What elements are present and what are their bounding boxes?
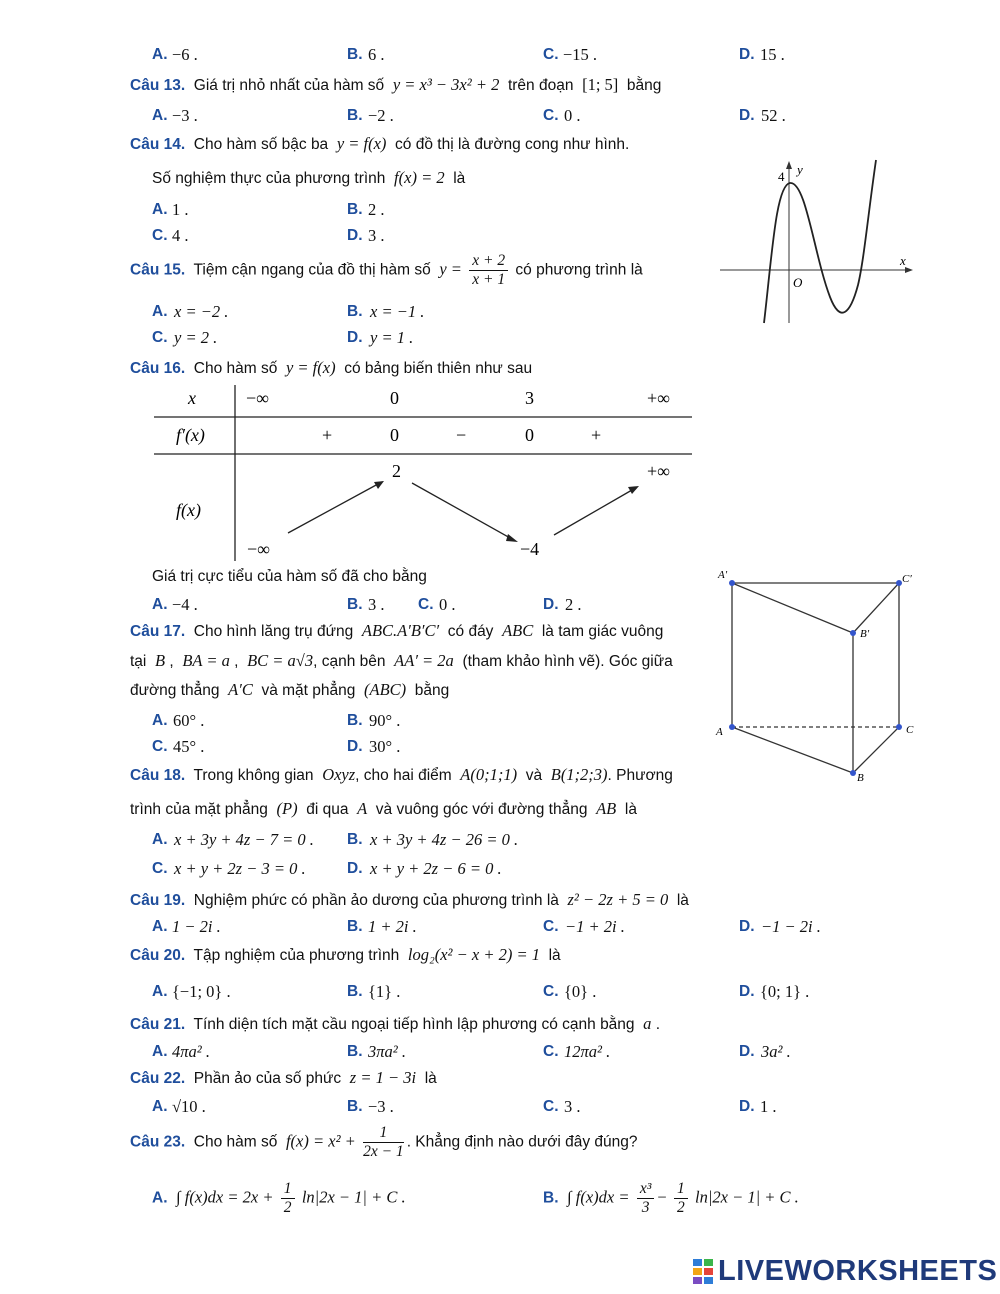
q15-option-a-label[interactable]: A. — [152, 303, 168, 320]
q14-stem — [130, 134, 629, 154]
q22-option-a-value: √10 . — [172, 1097, 206, 1116]
q23-option-b-den2: 2 — [676, 1199, 685, 1216]
q18-stem-line2 — [130, 799, 637, 819]
q15-text: Tiệm cận ngang của đồ thị hàm số — [193, 261, 431, 279]
q21-option-a-label[interactable]: A. — [152, 1043, 168, 1060]
q17-option-b-label[interactable]: B. — [347, 712, 363, 729]
q13-option-b-label[interactable]: B. — [347, 107, 363, 124]
arrow-up-2 — [554, 490, 632, 535]
q13-text2: trên đoạn — [507, 77, 574, 94]
q16-text2: có bảng biến thiên như sau — [344, 360, 533, 377]
q19-option-a-label[interactable]: A. — [152, 918, 168, 935]
q22-option-d-value: 1 . — [760, 1097, 777, 1116]
q20-option-a-value: {−1; 0} . — [172, 982, 231, 1001]
q17-l3c: bằng — [414, 682, 450, 699]
q17-l2e: (tham khảo hình vẽ). Góc giữa — [462, 653, 673, 670]
q17-comma2: , — [234, 653, 239, 670]
q14-cubic-graph — [718, 155, 918, 330]
q16-option-a-value: −4 . — [172, 595, 198, 614]
label-a: A — [716, 726, 723, 738]
table-x-header: x — [188, 388, 196, 408]
q16-option-c-value: 0 . — [439, 595, 456, 614]
q18-label: Câu 18. — [130, 767, 186, 784]
q14-label: Câu 14. — [130, 136, 186, 153]
q17-l3a: đường thẳng — [130, 682, 220, 699]
q16-text: Cho hàm số — [193, 360, 278, 377]
q14-option-a-label[interactable]: A. — [152, 201, 168, 218]
q23-option-b-label[interactable]: B. — [543, 1189, 559, 1207]
q21-period: . — [655, 1016, 661, 1033]
q22-option-b-value: −3 . — [368, 1097, 394, 1116]
sign-zero-1: 0 — [390, 425, 399, 445]
q16-question: Giá trị cực tiểu của hàm số đã cho bằng — [152, 568, 427, 585]
q19-option-b-value: 1 + 2i . — [368, 917, 417, 936]
q15-numerator: x + 2 — [469, 252, 508, 271]
q19-option-d-label[interactable]: D. — [739, 918, 755, 935]
q17-stem-line3 — [130, 680, 449, 700]
q23-option-a-label[interactable]: A. — [152, 1189, 168, 1207]
q14-option-d-value: 3 . — [368, 226, 385, 245]
q13-label: Câu 13. — [130, 77, 186, 94]
q17-l3b: và mặt phẳng — [261, 682, 356, 699]
q14-text3: là — [453, 170, 466, 187]
q17-option-c-label[interactable]: C. — [152, 738, 168, 755]
q18-text2: , cho hai điểm — [355, 767, 452, 784]
q12-option-b-value: 6 . — [368, 45, 385, 64]
q12-option-a-label[interactable]: A. — [152, 46, 168, 63]
q13-option-a-label[interactable]: A. — [152, 107, 168, 124]
q20-option-d-value: {0; 1} . — [760, 982, 810, 1001]
q17-plane: (ABC) — [364, 680, 407, 699]
q20-text: Tập nghiệm của phương trình — [193, 947, 400, 964]
q21-text: Tính diện tích mặt cầu ngoại tiếp hình lập phương có cạnh bằng — [193, 1016, 635, 1033]
q23-option-a-num: 1 — [281, 1180, 295, 1199]
q14-function: y = f(x) — [336, 134, 387, 153]
q14-option-d-label[interactable]: D. — [347, 227, 363, 244]
q23-option-b-lhs: ∫ f(x)dx = — [567, 1187, 630, 1207]
f-value-min: −4 — [520, 539, 540, 559]
variation-table — [150, 383, 700, 565]
q17-aa: AA′ = 2a — [394, 651, 454, 670]
q22-option-d-label[interactable]: D. — [739, 1098, 755, 1115]
q13-option-d-value: 52 . — [761, 106, 786, 125]
q17-label: Câu 17. — [130, 623, 186, 640]
q23-option-b-rhs: ln|2x − 1| + C . — [695, 1187, 799, 1207]
q23-denominator: 2x − 1 — [363, 1143, 404, 1160]
q18-option-b-label[interactable]: B. — [347, 831, 363, 848]
q22-stem — [130, 1068, 437, 1088]
q23-stem — [130, 1124, 638, 1161]
q23-option-a-den: 2 — [283, 1199, 292, 1216]
q21-option-c-value: 12πa² . — [564, 1042, 611, 1061]
q23-option-b-num1: x³ — [637, 1180, 655, 1199]
q23-option-b-den1: 3 — [641, 1199, 650, 1216]
q13-option-a-value: −3 . — [172, 106, 198, 125]
q18-l2d: là — [624, 801, 637, 818]
q21-option-d-label[interactable]: D. — [739, 1043, 755, 1060]
vertex-b1 — [850, 630, 856, 636]
q21-option-c-label[interactable]: C. — [543, 1043, 559, 1060]
q18-text: Trong không gian — [193, 767, 314, 784]
q14-option-c-value: 4 . — [172, 226, 189, 245]
label-c: C — [906, 724, 914, 736]
q17-line-ac: A′C — [228, 680, 253, 699]
q15-option-d-value: y = 1 . — [370, 328, 414, 347]
q17-text3: là tam giác vuông — [541, 623, 664, 640]
q17-option-c-value: 45° . — [173, 737, 205, 756]
q18-stem-line1 — [130, 765, 673, 785]
q20-stem — [130, 945, 561, 965]
vertex-a — [729, 724, 735, 730]
label-a1: A′ — [718, 569, 728, 581]
q18-point-b: B(1;2;3) — [550, 765, 608, 784]
q17-stem-line1 — [130, 621, 663, 641]
q23-option-b[interactable] — [543, 1180, 799, 1217]
f-value-max: 2 — [392, 461, 401, 481]
q23-text: Cho hàm số — [193, 1133, 278, 1151]
q18-option-c-label[interactable]: C. — [152, 860, 168, 877]
q23-option-a-rhs: ln|2x − 1| + C . — [301, 1187, 406, 1207]
q13-function: y = x³ − 3x² + 2 — [392, 75, 500, 94]
q18-option-d-value: x + y + 2z − 6 = 0 . — [370, 859, 502, 878]
x-value-0: 0 — [390, 388, 399, 408]
q17-text2: có đáy — [447, 623, 494, 640]
q17-text: Cho hình lăng trụ đứng — [193, 623, 354, 640]
q18-option-d-label[interactable]: D. — [347, 860, 363, 877]
q22-text: Phần ảo của số phức — [193, 1070, 342, 1087]
q16-stem — [130, 358, 532, 378]
q17-bc: BC = a√3 — [247, 651, 314, 670]
q12-option-d-value: 15 . — [760, 45, 785, 64]
q17-l2d: , cạnh bên — [313, 653, 386, 670]
q15-option-c-value: y = 2 . — [174, 328, 218, 347]
q20-text2: là — [548, 947, 561, 964]
q15-option-d-label[interactable]: D. — [347, 329, 363, 346]
q23-option-a-fraction — [281, 1180, 295, 1217]
q18-apt: A — [357, 799, 368, 818]
q15-option-b-label[interactable]: B. — [347, 303, 363, 320]
vertex-a1 — [729, 580, 735, 586]
q19-option-c-value: −1 + 2i . — [565, 917, 625, 936]
q18-l2b: đi qua — [306, 801, 349, 818]
q19-option-c-label[interactable]: C. — [543, 918, 559, 935]
q23-option-a[interactable] — [152, 1180, 406, 1217]
q18-option-a-value: x + 3y + 4z − 7 = 0 . — [174, 830, 314, 849]
q16-option-b-label[interactable]: B. — [347, 596, 363, 613]
q16-option-a-label[interactable]: A. — [152, 596, 168, 613]
q20-option-b-label[interactable]: B. — [347, 983, 363, 1000]
q23-text2: . Khẳng định nào dưới đây đúng? — [406, 1133, 638, 1151]
q22-number: z = 1 − 3i — [349, 1068, 417, 1087]
q21-option-b-label[interactable]: B. — [347, 1043, 363, 1060]
q17-ba: BA = a — [182, 651, 230, 670]
q18-text3: và — [525, 767, 543, 784]
q22-option-c-value: 3 . — [564, 1097, 581, 1116]
q15-stem — [130, 252, 643, 289]
q14-option-a-value: 1 . — [172, 200, 189, 219]
q17-prism: ABC.A′B′C′ — [361, 621, 440, 640]
q23-fraction — [363, 1124, 404, 1161]
q15-denominator: x + 1 — [472, 271, 506, 288]
origin-label: O — [793, 275, 803, 290]
q14-equation: f(x) = 2 — [394, 168, 445, 187]
q20-option-d-label[interactable]: D. — [739, 983, 755, 1000]
q13-stem — [130, 75, 661, 95]
q18-text4: . Phương — [607, 767, 673, 784]
sign-zero-2: 0 — [525, 425, 534, 445]
sign-plus-2: + — [591, 425, 602, 445]
q18-line-ab: AB — [596, 799, 617, 818]
q14-line2: Số nghiệm thực của phương trình — [152, 170, 386, 187]
q20-label: Câu 20. — [130, 947, 186, 964]
q18-option-a-label[interactable]: A. — [152, 831, 168, 848]
q13-option-d-label[interactable]: D. — [739, 107, 755, 124]
q20-option-c-value: {0} . — [564, 982, 597, 1001]
q18-l2c: và vuông góc với đường thẳng — [375, 801, 588, 818]
q21-edge: a — [643, 1014, 652, 1033]
q15-text2: có phương trình là — [515, 261, 643, 279]
logo-text: LIVEWORKSHEETS — [718, 1254, 998, 1287]
q14-text2: có đồ thị là đường cong như hình. — [395, 136, 630, 153]
x-axis-label: x — [900, 253, 906, 268]
q21-stem — [130, 1014, 660, 1034]
q21-option-a-value: 4πa² . — [172, 1042, 210, 1061]
f-value-neg-inf: −∞ — [247, 539, 270, 559]
x-value-3: 3 — [525, 388, 534, 408]
q21-option-b-value: 3πa² . — [368, 1042, 406, 1061]
q20-option-a-label[interactable]: A. — [152, 983, 168, 1000]
q18-space: Oxyz — [322, 765, 356, 784]
q19-option-b-label[interactable]: B. — [347, 918, 363, 935]
q15-lhs: y = — [439, 259, 462, 279]
logo-mark-icon — [693, 1258, 715, 1284]
q13-text3: bằng — [626, 77, 662, 94]
q16-function: y = f(x) — [285, 358, 336, 377]
q19-text2: là — [676, 892, 689, 909]
q14-text: Cho hàm số bậc ba — [193, 136, 329, 153]
x-value-pos-inf: +∞ — [647, 388, 670, 408]
q18-point-a: A(0;1;1) — [460, 765, 518, 784]
arrow-down — [412, 483, 512, 539]
q17-vertex-b: B — [155, 651, 166, 670]
x-value-neg-inf: −∞ — [246, 388, 269, 408]
q18-plane: (P) — [276, 799, 298, 818]
q23-label: Câu 23. — [130, 1133, 186, 1151]
q22-option-a-label[interactable]: A. — [152, 1098, 168, 1115]
vertex-c — [896, 724, 902, 730]
y-axis-label: y — [797, 162, 803, 177]
q19-label: Câu 19. — [130, 892, 186, 909]
q23-option-b-minus: − — [657, 1187, 667, 1207]
q23-lhs: f(x) = x² + — [285, 1131, 356, 1151]
q12-option-a-value: −6 . — [172, 45, 198, 64]
q14-option-b-label[interactable]: B. — [347, 201, 363, 218]
q23-option-b-fraction1 — [637, 1180, 655, 1217]
q20-option-b-value: {1} . — [368, 982, 401, 1001]
sign-minus: − — [456, 425, 467, 445]
q23-option-a-lhs: ∫ f(x)dx = 2x + — [176, 1187, 274, 1207]
q19-equation: z² − 2z + 5 = 0 — [567, 890, 669, 909]
q16-option-d-label[interactable]: D. — [543, 596, 559, 613]
q15-option-b-value: x = −1 . — [370, 302, 425, 321]
f-value-pos-inf: +∞ — [647, 461, 670, 481]
q16-label: Câu 16. — [130, 360, 186, 377]
vertex-b — [850, 770, 856, 776]
q17-comma1: , — [169, 653, 174, 670]
q17-l2a: tại — [130, 653, 147, 670]
q21-label: Câu 21. — [130, 1016, 186, 1033]
q20-equation: log₂(x² − x + 2) = 1 — [407, 945, 540, 964]
q15-label: Câu 15. — [130, 261, 186, 279]
q22-text2: là — [424, 1070, 437, 1087]
q16-option-b-value: 3 . — [368, 595, 385, 614]
q14-option-b-value: 2 . — [368, 200, 385, 219]
q22-option-b-label[interactable]: B. — [347, 1098, 363, 1115]
arrow-up-1 — [288, 484, 378, 533]
q13-option-b-value: −2 . — [368, 106, 394, 125]
q22-option-c-label[interactable]: C. — [543, 1098, 559, 1115]
q15-fraction — [469, 252, 508, 289]
q17-stem-line2 — [130, 651, 673, 671]
q13-option-c-label[interactable]: C. — [543, 107, 559, 124]
q18-option-c-value: x + y + 2z − 3 = 0 . — [174, 859, 306, 878]
q16-option-d-value: 2 . — [565, 595, 582, 614]
table-fprime-header: f′(x) — [176, 425, 205, 445]
label-b1: B′ — [860, 628, 870, 640]
q12-option-b-label[interactable]: B. — [347, 46, 363, 63]
q23-option-b-fraction2 — [674, 1180, 688, 1217]
q17-option-b-value: 90° . — [369, 711, 401, 730]
q17-option-d-value: 30° . — [369, 737, 401, 756]
liveworksheets-logo — [693, 1254, 997, 1288]
q12-option-d-label[interactable]: D. — [739, 46, 755, 63]
q15-option-a-value: x = −2 . — [174, 302, 229, 321]
q13-option-c-value: 0 . — [564, 106, 581, 125]
q12-option-c-label[interactable]: C. — [543, 46, 559, 63]
q14-question — [152, 168, 465, 188]
q17-prism-figure — [712, 566, 922, 786]
q16-option-c-label[interactable]: C. — [418, 596, 434, 613]
q19-text: Nghiệm phức có phần ảo dương của phương trình là — [193, 892, 559, 909]
q13-text: Giá trị nhỏ nhất của hàm số — [193, 77, 385, 94]
q19-stem — [130, 890, 689, 910]
q17-option-d-label[interactable]: D. — [347, 738, 363, 755]
q12-option-c-value: −15 . — [563, 45, 598, 64]
q15-option-c-label[interactable]: C. — [152, 329, 168, 346]
cubic-curve — [764, 160, 876, 323]
label-b: B — [857, 772, 864, 784]
q17-option-a-value: 60° . — [173, 711, 205, 730]
q13-interval: [1; 5] — [582, 75, 619, 94]
q18-option-b-value: x + 3y + 4z − 26 = 0 . — [370, 830, 519, 849]
q23-option-b-num2: 1 — [674, 1180, 688, 1199]
q14-option-c-label[interactable]: C. — [152, 227, 168, 244]
q22-label: Câu 22. — [130, 1070, 186, 1087]
table-f-header: f(x) — [176, 500, 201, 520]
q17-option-a-label[interactable]: A. — [152, 712, 168, 729]
sign-plus-1: + — [322, 425, 333, 445]
q17-base: ABC — [502, 621, 534, 640]
q20-option-c-label[interactable]: C. — [543, 983, 559, 1000]
q21-option-d-value: 3a² . — [761, 1042, 791, 1061]
y-tick-label: 4 — [778, 169, 785, 184]
q19-option-d-value: −1 − 2i . — [761, 917, 821, 936]
q19-option-a-value: 1 − 2i . — [172, 917, 221, 936]
q23-numerator: 1 — [363, 1124, 404, 1143]
q18-l2a: trình của mặt phẳng — [130, 801, 268, 818]
label-c1: C′ — [902, 573, 912, 585]
